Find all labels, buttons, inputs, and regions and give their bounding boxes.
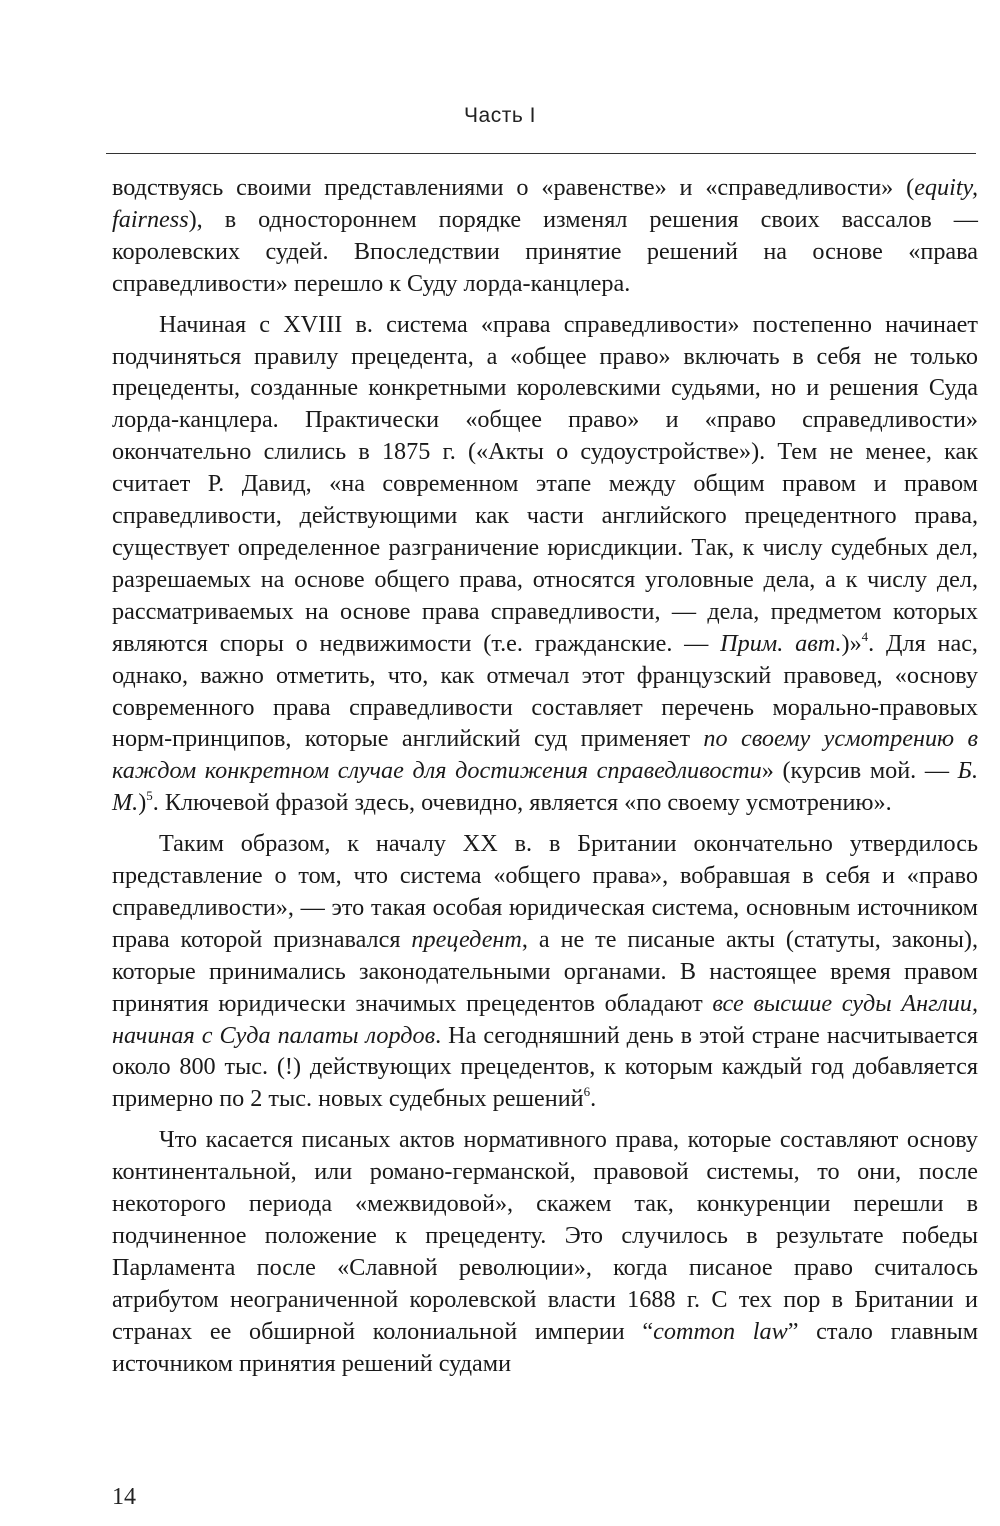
paragraph-3-italic-2: все высшие суды Англии, начиная с Суда палаты лордов [112,989,979,1049]
paragraph-2-text-6: . Ключевой фразой здесь, очевидно, является «по своему усмотрению». [152,789,892,817]
page-text [112,172,978,1380]
paragraph-3-text-4: . [590,1085,597,1113]
paragraph-4-text-2: ” стало главным источником принятия решений судами [112,1317,979,1377]
paragraph-3 [112,828,978,1115]
footnote-ref-5[interactable]: 5 [146,788,153,804]
paragraph-1-text-2: ), в одностороннем порядке изменял решения своих вассалов — королевских судей. Впоследствии принятие решений на основе «права справедливости» перешло к Суду лорда-канцлера. [112,205,978,297]
paragraph-2-text-2: )» [841,629,862,657]
paragraph-2 [112,309,978,820]
paragraph-3-text-1: Таким образом, к началу XX в. в Британии окончательно утвердилось представление о том, что система «общего права», вобравшая в себя и «право справедливости», — это такая особая юридическая система, основным источником права которой признавался [112,830,978,953]
paragraph-1 [112,172,978,300]
paragraph-1-text-1: водствуясь своими представлениями о «равенстве» и «справедливости» ( [112,174,915,201]
paragraph-1-italic-1: equity, fairness [112,174,978,233]
page-number: 14 [112,1484,136,1510]
paragraph-3-text-3: . На сегодняшний день в этой стране насчитывается около 800 тыс. (!) действующих прецедентов, к которым каждый год добавляется примерно по 2 тыс. новых судебных решений [112,1021,978,1113]
footnote-ref-6[interactable]: 6 [583,1084,591,1100]
paragraph-2-text-4: » (курсив мой. — [761,757,958,785]
paragraph-2-italic-3: Б. М. [112,757,978,817]
paragraph-2-text-1: Начиная с XVIII в. система «права справедливости» постепенно начинает подчиняться правилу прецедента, а «общее право» включать в себя не только прецеденты, созданные конкретными королевскими судьями, но и решения Суда лорда-канцлера. Практически «общее право» и «право справедливости» окончательно слились в 1875 г. («Акты о судоустройстве»). Тем не менее, как считает Р. Давид, «на современном этапе между общим правом и правом справедливости, действующими как части английского прецедентного права, существует определенное разграничение юрисдикции. Так, к числу судебных дел, разрешаемых на основе общего права, относятся уголовные дела, а к числу дел, рассматриваемых на основе права справедливости, — дела, предметом которых являются споры о недвижимости (т.е. гражданские. — [112,310,978,657]
paragraph-2-text-5: ) [138,789,147,817]
paragraph-3-text-2: , а не те писаные акты (статуты, законы), которые принимались законодательными органами. В настоящее время правом принятия юридически значимых прецедентов обладают [112,925,978,1017]
paragraph-3-italic-1: прецедент [411,925,522,953]
paragraph-4-italic-1: common law [653,1317,788,1345]
header-rule [106,153,976,154]
paragraph-4-text-1: Что касается писаных актов нормативного права, которые составляют основу континентальной, или романо-германской, правовой системы, то они, после некоторого периода «межвидовой», скажем так, конкуренции перешли в подчиненное положение к прецеденту. Это случилось в результате победы Парламента после «Славной революции», когда писаное право считалось атрибутом неограниченной королевской власти 1688 г. С тех пор в Британии и странах ее обширной колониальной империи “ [112,1126,978,1345]
paragraph-2-italic-2: по своему усмотрению в каждом конкретном случае для достижения справедливости [112,725,978,785]
paragraph-2-italic-1: Прим. авт. [720,629,842,657]
footnote-ref-4[interactable]: 4 [861,628,869,644]
paragraph-4 [112,1124,978,1379]
paragraph-2-text-3: . Для нас, однако, важно отметить, что, как отмечал этот французский правовед, «основу современного права справедливости составляет перечень морально-правовых норм-принципов, которые английский суд применяет [112,629,978,753]
running-title: Часть I [464,104,536,127]
